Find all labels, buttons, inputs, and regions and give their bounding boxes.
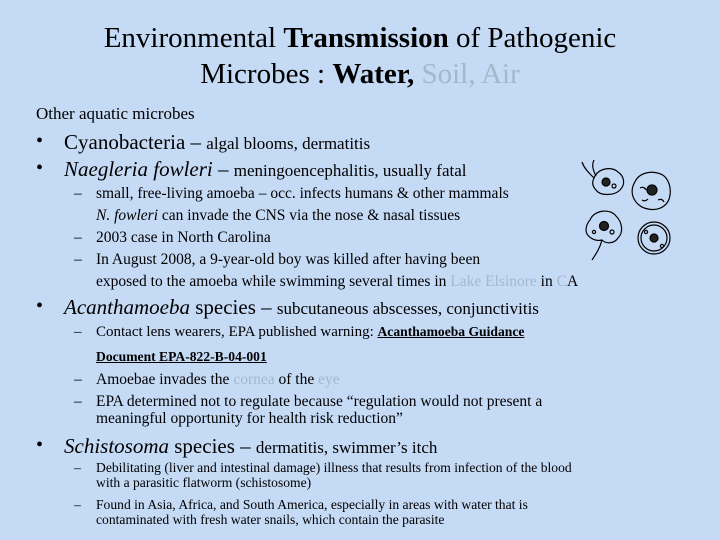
bullet-schistosoma: • Schistosoma species – dermatitis, swimmer’s itch	[36, 434, 438, 458]
bullet-acanthamoeba: • Acanthamoeba species – subcutaneous abscesses, conjunctivitis	[36, 295, 539, 319]
schisto-sub2-cont: contaminated with fresh water snails, which contain the parasite	[96, 512, 445, 527]
acanth-sub1-cont	[96, 349, 267, 365]
eye-link[interactable]: eye	[318, 371, 340, 388]
acanth-sub2: – Amoebae invades the cornea of the eye	[74, 371, 340, 388]
naegleria-sub2: – 2003 case in North Carolina	[74, 229, 271, 246]
schisto-sub1-cont: with a parasitic flatworm (schistosome)	[96, 475, 312, 490]
acanth-sub1: – Contact lens wearers, EPA published warning: Acanthamoeba Guidance	[74, 324, 525, 340]
lake-elsinore-link[interactable]: Lake Elsinore	[450, 273, 537, 290]
naegleria-sub3: – In August 2008, a 9-year-old boy was killed after having been	[74, 251, 481, 268]
bullet-naegleria: • Naegleria fowleri – meningoencephalitis, usually fatal	[36, 157, 467, 181]
schisto-sub1: – Debilitating (liver and intestinal damage) illness that results from infection of the blood	[74, 460, 572, 475]
naegleria-sub1-cont: N. fowleri can invade the CNS via the nose & nasal tissues	[96, 207, 461, 224]
acanthamoeba-guidance-link[interactable]: Acanthamoeba Guidance	[377, 324, 525, 339]
slide-title: Environmental Transmission of Pathogenic Microbes : Water, Soil, Air	[103, 22, 617, 90]
schisto-sub2: – Found in Asia, Africa, and South America, especially in areas with water that is	[74, 497, 528, 512]
epa-document-link[interactable]: Document EPA-822-B-04-001	[96, 349, 267, 364]
naegleria-sub1: – small, free-living amoeba – occ. infects humans & other mammals	[74, 185, 509, 202]
acanth-sub3: – EPA determined not to regulate because “regulation would not present a	[74, 393, 543, 410]
naegleria-sub3-cont: exposed to the amoeba while swimming several times in Lake Elsinore in CA	[96, 273, 579, 290]
california-link[interactable]: C	[556, 273, 567, 290]
cornea-link[interactable]: cornea	[233, 371, 275, 388]
bullet-cyanobacteria: • Cyanobacteria – algal blooms, dermatitis	[36, 130, 371, 154]
amoeba-illustration	[580, 160, 676, 268]
acanth-sub3-cont: meaningful opportunity for health risk reduction”	[96, 410, 403, 427]
intro-text: Other aquatic microbes	[36, 104, 195, 123]
